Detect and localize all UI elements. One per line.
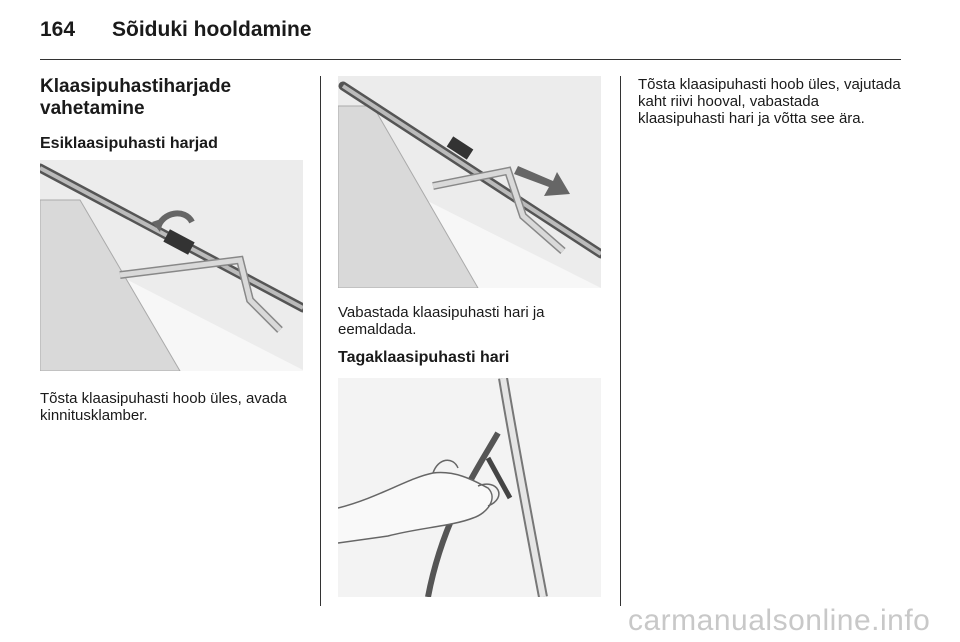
column-divider-2: [620, 76, 621, 606]
column-1: [40, 76, 305, 154]
column-2: [338, 304, 603, 368]
rear-wiper-subtitle: Tagaklaasipuhasti hari: [338, 349, 510, 366]
watermark: carmanualsonline.info: [628, 604, 931, 637]
wiper-removal-illustration: [338, 76, 601, 288]
front-wiper-lever-illustration: [40, 160, 303, 371]
column-divider-1: [320, 76, 321, 606]
rear-wiper-illustration: [338, 378, 601, 597]
section-title: Klaasipuhastiharjade vahetamine: [40, 76, 232, 119]
front-wiper-subtitle: Esiklaasipuhasti harjad: [40, 135, 218, 152]
column-1-caption-block: [40, 390, 305, 424]
chapter-title: Sõiduki hooldamine: [112, 18, 312, 41]
header-rule: [40, 59, 901, 60]
wiper-removal-caption: Vabastada klaasipuhasti hari ja eemaldada.: [338, 304, 545, 338]
rear-wiper-caption: Tõsta klaasipuhasti hoob üles, vajutada kaht riivi hooval, vabastada klaasipuhasti hari ja võtta see ära.: [638, 76, 901, 127]
front-wiper-caption: Tõsta klaasipuhasti hoob üles, avada kinnitusklamber.: [40, 390, 287, 424]
column-3: [638, 76, 903, 127]
page-number: 164: [40, 18, 76, 41]
page-header: [40, 18, 312, 48]
